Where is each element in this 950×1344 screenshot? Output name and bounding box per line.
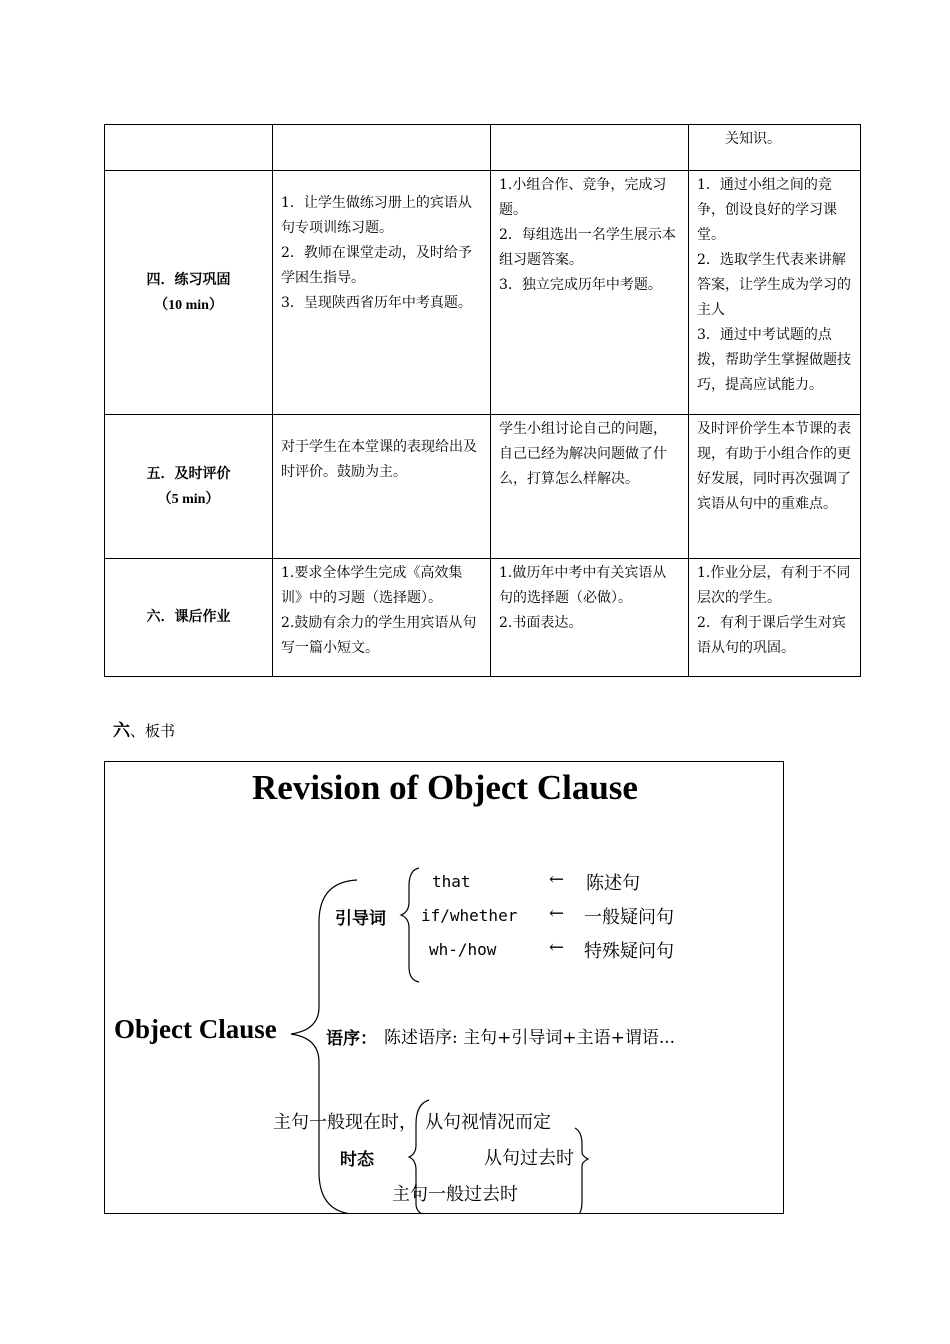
intent-text: 1．通过小组之间的竞争，创设良好的学习课堂。 [697,177,837,243]
tense-label: 时态 [340,1150,374,1170]
guide-meaning-1: 一般疑问句 [584,907,674,928]
teacher-text: 1.要求全体学生完成《高效集训》中的习题（选择题）。 [281,565,463,606]
stage-cell [105,559,273,677]
intent-text: 2．选取学生代表来讲解答案，让学生成为学习的主人 [697,252,851,318]
student-text: 2.书面表达。 [499,615,583,631]
lesson-plan-table [104,124,861,677]
student-cell [491,171,689,415]
order-label: 语序： [326,1029,377,1049]
guide-label: 引导词 [335,909,386,929]
student-cell [491,125,689,171]
guide-arrow-2: ← [549,937,565,958]
stage-name: 四．练习巩固 [146,271,231,288]
intent-cell [689,415,861,559]
teacher-text: 对于学生在本堂课的表现给出及时评价。鼓励为主。 [281,439,477,480]
student-cell [491,559,689,677]
intent-text: 关知识。 [725,131,781,147]
section-heading [113,716,175,741]
section-title-text: 、板书 [130,722,176,740]
student-text: 3．独立完成历年中考题。 [499,277,662,293]
teacher-text: 1．让学生做练习册上的宾语从句专项训练习题。 [281,195,472,236]
student-text: 1.小组合作、竞争，完成习题。 [499,177,667,218]
stage-name: 五．及时评价 [146,465,231,482]
intent-cell [689,171,861,415]
stage-cell [105,171,273,415]
intent-text: 2．有利于课后学生对宾语从句的巩固。 [697,615,846,656]
guide-brace [401,868,419,982]
past-brace [575,1128,588,1214]
stage-time: （5 min） [157,491,220,507]
section-number: 六 [113,721,130,741]
stage-cell [105,415,273,559]
table-row [105,559,861,677]
intent-cell [689,125,861,171]
stage-name: 六．课后作业 [146,609,231,625]
brace-lines [105,762,784,1214]
guide-meaning-0: 陈述句 [586,873,640,894]
intent-text: 3．通过中考试题的点拨，帮助学生掌握做题技巧，提高应试能力。 [697,327,851,393]
student-cell [491,415,689,559]
student-text: 1.做历年中考中有关宾语从句的选择题（必做）。 [499,565,667,606]
table-row [105,171,861,415]
board-title: Revision of Object Clause [252,768,638,807]
tense-present-result: 从句视情况而定 [425,1112,551,1133]
teacher-cell [273,125,491,171]
tense-present: 主句一般现在时， [273,1112,417,1133]
guide-arrow-0: ← [549,869,565,890]
table-row [105,415,861,559]
order-text: 陈述语序: 主句+引导词+主语+谓语... [384,1028,676,1048]
blackboard-design [104,761,784,1214]
intent-text: 及时评价学生本节课的表现，有助于小组合作的更好发展，同时再次强调了宾语从句中的重难点。 [697,421,851,512]
teacher-text: 2．教师在课堂走动，及时给予学困生指导。 [281,245,472,286]
guide-meaning-2: 特殊疑问句 [584,941,674,962]
table-row [105,125,861,171]
intent-cell [689,559,861,677]
guide-word-2: wh-/how [429,940,497,959]
stage-cell [105,125,273,171]
tense-past-result: 从句过去时 [484,1148,574,1169]
guide-word-1: if/whether [421,906,518,925]
teacher-text: 2.鼓励有余力的学生用宾语从句写一篇小短文。 [281,615,477,656]
guide-arrow-1: ← [549,903,565,924]
student-text: 学生小组讨论自己的问题，自己已经为解决问题做了什么，打算怎么样解决。 [499,421,667,487]
teacher-cell [273,171,491,415]
tense-past: 主句一般过去时 [392,1184,518,1205]
teacher-cell [273,415,491,559]
intent-text: 1.作业分层，有利于不同层次的学生。 [697,565,851,606]
object-clause-label: Object Clause [114,1014,277,1044]
guide-word-0: that [432,872,471,891]
teacher-cell [273,559,491,677]
student-text: 2．每组选出一名学生展示本组习题答案。 [499,227,676,268]
stage-time: （10 min） [154,297,223,313]
teacher-text: 3．呈现陕西省历年中考真题。 [281,295,472,311]
